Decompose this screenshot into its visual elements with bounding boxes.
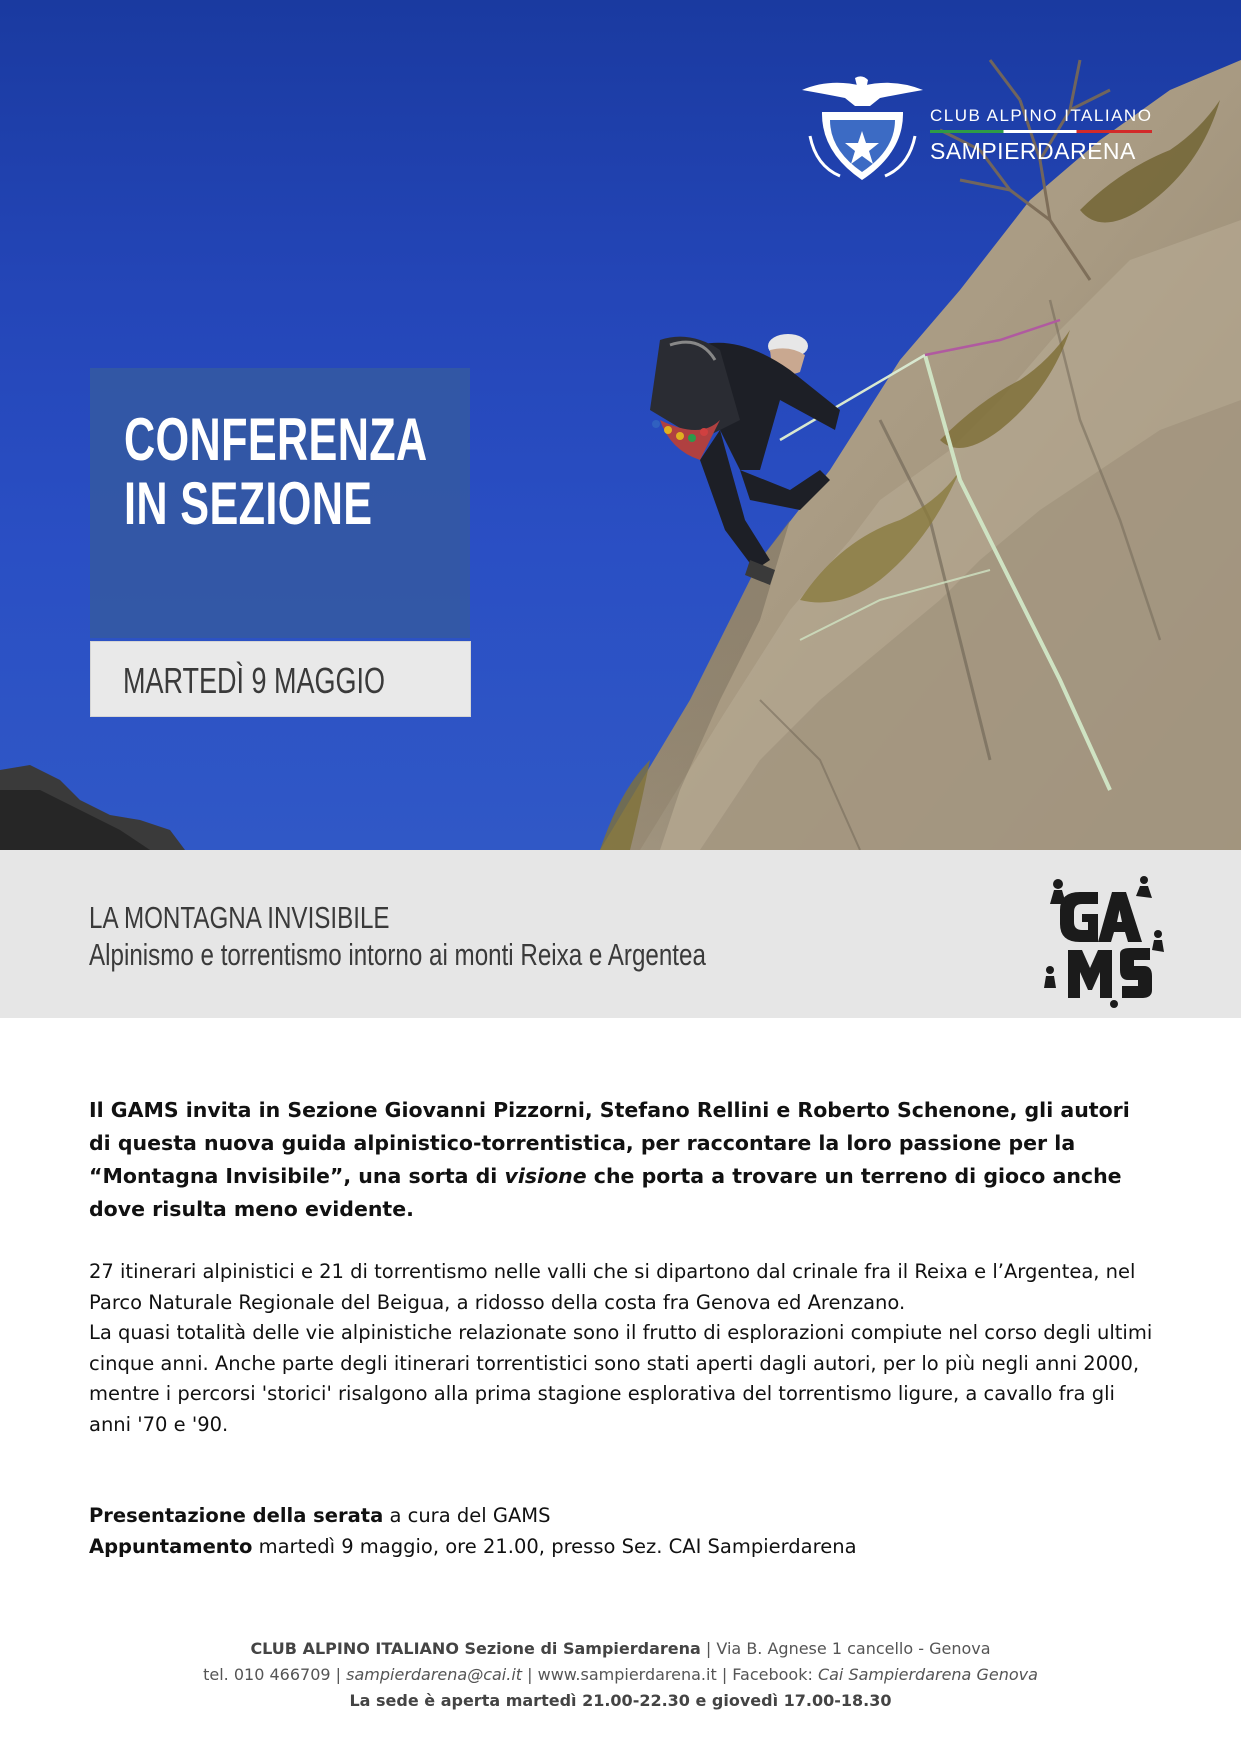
cai-logo-text-line1: CLUB ALPINO ITALIANO xyxy=(930,106,1153,125)
cai-logo-text-line2: SAMPIERDARENA xyxy=(930,138,1136,164)
footer-line-3 xyxy=(0,1688,1241,1714)
presentation-row xyxy=(89,1500,1154,1531)
appointment-row xyxy=(89,1531,1154,1562)
subtitle-line-2: Alpinismo e torrentismo intorno ai monti Reixa e Argentea xyxy=(89,937,706,972)
description-paragraph xyxy=(89,1257,1154,1440)
cai-logo xyxy=(800,76,1160,186)
lead-emphasis: visione xyxy=(504,1164,587,1188)
lead-text-2: che porta a trovare un terreno di gioco anche dove risulta meno evidente. xyxy=(89,1164,1122,1221)
lead-paragraph xyxy=(89,1094,1154,1226)
tricolor-divider xyxy=(930,130,1152,133)
footer-tel: tel. 010 466709 | xyxy=(203,1665,347,1684)
appointment-label: Appuntamento xyxy=(89,1535,253,1558)
footer xyxy=(0,1636,1241,1714)
lead-text-1: Il GAMS invita in Sezione Giovanni Pizzorni, Stefano Rellini e Roberto Schenone, gli autori di questa nuova guida alpinistico-torrentistica, per raccontare la loro passione per la “Montagna Invisibile”, una sorta di xyxy=(89,1098,1130,1188)
footer-address: | Via B. Agnese 1 cancello - Genova xyxy=(700,1639,991,1658)
footer-org: CLUB ALPINO ITALIANO Sezione di Sampierdarena xyxy=(250,1639,701,1658)
footer-line-1 xyxy=(0,1636,1241,1662)
title-line-2: IN SEZIONE xyxy=(124,470,373,537)
appointment-text: martedì 9 maggio, ore 21.00, presso Sez. CAI Sampierdarena xyxy=(252,1535,857,1558)
subtitle-line-1: LA MONTAGNA INVISIBILE xyxy=(89,900,390,935)
date-panel xyxy=(90,641,471,717)
title-panel xyxy=(90,368,470,638)
subtitle-band xyxy=(0,850,1241,1018)
footer-email[interactable]: sampierdarena@cai.it xyxy=(346,1665,523,1684)
footer-facebook[interactable]: Cai Sampierdarena Genova xyxy=(817,1665,1038,1684)
description-line-1: 27 itinerari alpinistici e 21 di torrentismo nelle valli che si dipartono dal crinale fra il Reixa e l’Argentea, nel Parco Naturale Regionale del Beigua, a ridosso della costa fra Genova ed Arenzano. xyxy=(89,1260,1136,1314)
gams-logo-icon xyxy=(1040,870,1170,1010)
footer-line-2 xyxy=(0,1662,1241,1688)
description-line-2: La quasi totalità delle vie alpinistiche relazionate sono il frutto di esplorazioni compiute nel corso degli ultimi cinque anni. Anche parte degli itinerari torrentistici sono stati aperti dagli autori, per lo più negli anni 2000, mentre i percorsi 'storici' risalgono alla prima stagione esplorativa del torrentismo ligure, a cavallo fra gli anni '70 e '90. xyxy=(89,1321,1153,1436)
eagle-shield-icon xyxy=(800,76,925,186)
presentation-label: Presentazione della serata xyxy=(89,1504,384,1527)
event-info xyxy=(89,1500,1154,1562)
title-line-1: CONFERENZA xyxy=(124,406,428,473)
footer-web[interactable]: | www.sampierdarena.it | Facebook: xyxy=(522,1665,818,1684)
event-date: MARTEDÌ 9 MAGGIO xyxy=(123,660,386,701)
presentation-text: a cura del GAMS xyxy=(383,1504,551,1527)
footer-hours: La sede è aperta martedì 21.00-22.30 e giovedì 17.00-18.30 xyxy=(349,1691,892,1710)
hero-photo xyxy=(0,0,1241,850)
